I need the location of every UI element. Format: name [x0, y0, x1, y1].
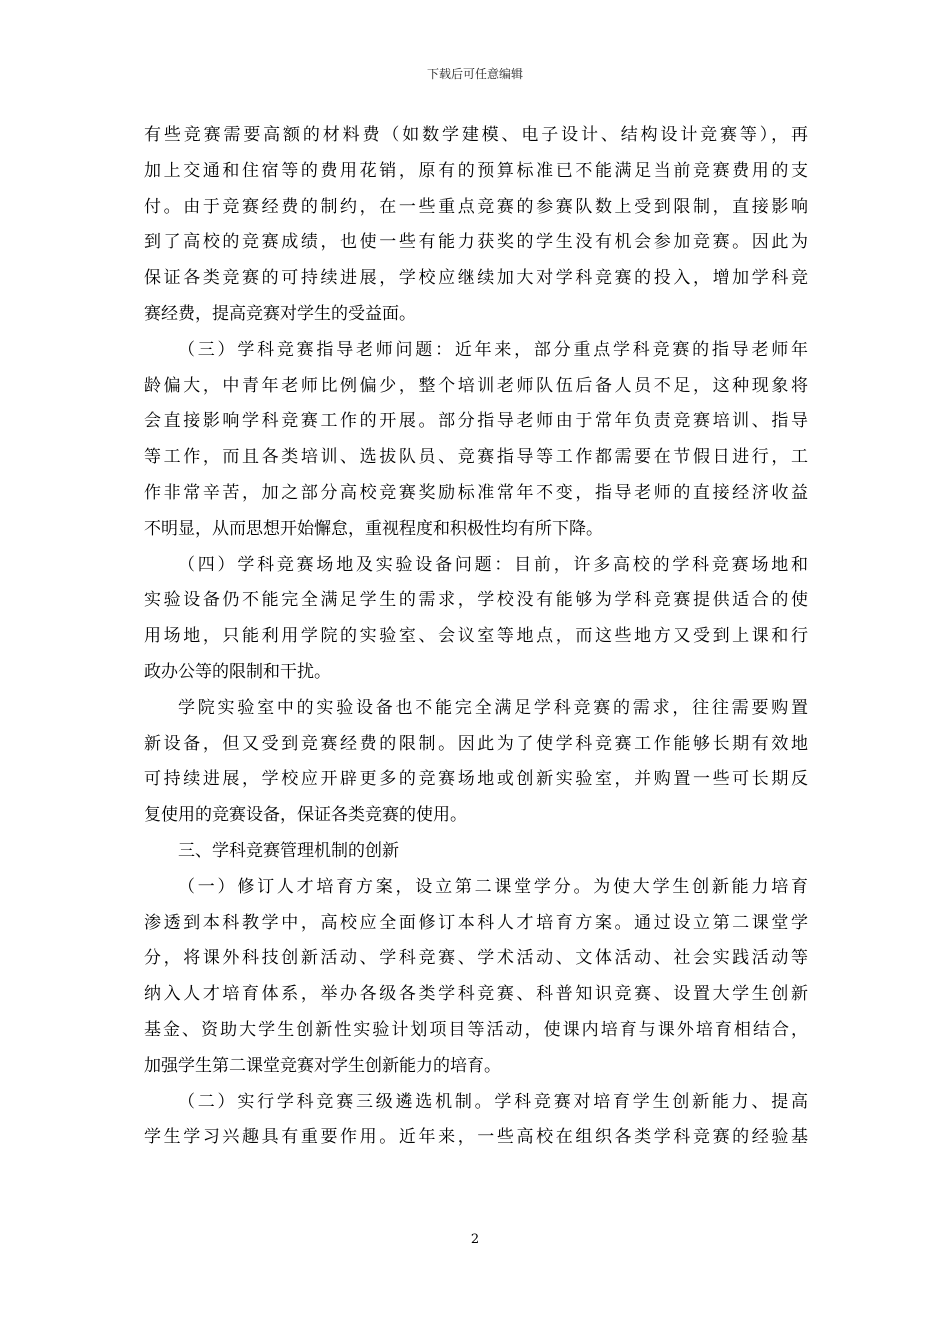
- text-line: （二）实行学科竞赛三级遴选机制。学科竞赛对培育学生创新能力、提高: [178, 1091, 808, 1112]
- paragraph-venue-issue: [144, 548, 808, 691]
- text-line: 不明显，从而思想开始懈怠，重视程度和积极性均有所下降。: [144, 518, 603, 539]
- text-line: （一）修订人才培育方案，设立第二课堂学分。为使大学生创新能力培育: [178, 876, 808, 897]
- text-line: 会直接影响学科竞赛工作的开展。部分指导老师由于常年负责竞赛培训、指导: [144, 411, 808, 432]
- text-line: 基金、资助大学生创新性实验计划项目等活动，使课内培育与课外培育相结合，: [144, 1019, 808, 1040]
- text-line: （三）学科竞赛指导老师问题：近年来，部分重点学科竞赛的指导老师年: [178, 339, 808, 360]
- paragraph-lab-equipment: [144, 691, 808, 834]
- page-header: 下载后可任意编辑: [426, 67, 523, 81]
- page-number: 2: [470, 1232, 480, 1247]
- text-line: 学院实验室中的实验设备也不能完全满足学科竞赛的需求，往往需要购置: [178, 697, 808, 718]
- text-line: 到了高校的竞赛成绩，也使一些有能力获奖的学生没有机会参加竞赛。因此为: [144, 232, 808, 253]
- paragraph-selection-mechanism: [144, 1085, 808, 1157]
- section-heading-text: 三、学科竞赛管理机制的创新: [178, 840, 399, 861]
- text-line: 学生学习兴趣具有重要作用。近年来，一些高校在组织各类学科竞赛的经验基: [144, 1127, 808, 1148]
- text-line: 赛经费，提高竞赛对学生的受益面。: [144, 303, 416, 324]
- document-body: [144, 118, 808, 1156]
- text-line: 用场地，只能利用学院的实验室、会议室等地点，而这些地方又受到上课和行: [144, 626, 808, 647]
- text-line: 渗透到本科教学中，高校应全面修订本科人才培育方案。通过设立第二课堂学: [144, 912, 808, 933]
- text-line: 复使用的竞赛设备，保证各类竞赛的使用。: [144, 805, 467, 826]
- text-line: 保证各类竞赛的可持续进展，学校应继续加大对学科竞赛的投入，增加学科竞: [144, 268, 808, 289]
- text-line: 有些竞赛需要高额的材料费（如数学建模、电子设计、结构设计竞赛等），再: [144, 125, 808, 145]
- text-line: 分，将课外科技创新活动、学科竞赛、学术活动、文体活动、社会实践活动等: [144, 948, 808, 969]
- text-line: 加强学生第二课堂竞赛对学生创新能力的培育。: [144, 1055, 501, 1076]
- text-line: 付。由于竞赛经费的制约，在一些重点竞赛的参赛队数上受到限制，直接影响: [144, 196, 808, 217]
- text-line: 纳入人才培育体系，举办各级各类学科竞赛、科普知识竞赛、设置大学生创新: [144, 984, 808, 1005]
- text-line: 等工作，而且各类培训、选拔队员、竞赛指导等工作都需要在节假日进行，工: [144, 447, 808, 468]
- paragraph-training-plan: [144, 870, 808, 1085]
- text-line: 作非常辛苦，加之部分高校竞赛奖励标准常年不变，指导老师的直接经济收益: [144, 482, 808, 503]
- text-line: （四）学科竞赛场地及实验设备问题：目前，许多高校的学科竞赛场地和: [178, 554, 808, 575]
- text-line: 加上交通和住宿等的费用花销，原有的预算标准已不能满足当前竞赛费用的支: [144, 160, 808, 181]
- text-line: 龄偏大，中青年老师比例偏少，整个培训老师队伍后备人员不足，这种现象将: [144, 375, 808, 396]
- paragraph-funding-continued: [144, 118, 808, 333]
- text-line: 政办公等的限制和干扰。: [144, 661, 331, 682]
- paragraph-instructor-issue: [144, 333, 808, 548]
- section-heading: [144, 834, 808, 870]
- text-line: 实验设备仍不能完全满足学生的需求，学校没有能够为学科竞赛提供适合的使: [144, 590, 808, 611]
- text-line: 可持续进展，学校应开辟更多的竞赛场地或创新实验室，并购置一些可长期反: [144, 769, 808, 790]
- text-line: 新设备，但又受到竞赛经费的限制。因此为了使学科竞赛工作能够长期有效地: [144, 733, 808, 754]
